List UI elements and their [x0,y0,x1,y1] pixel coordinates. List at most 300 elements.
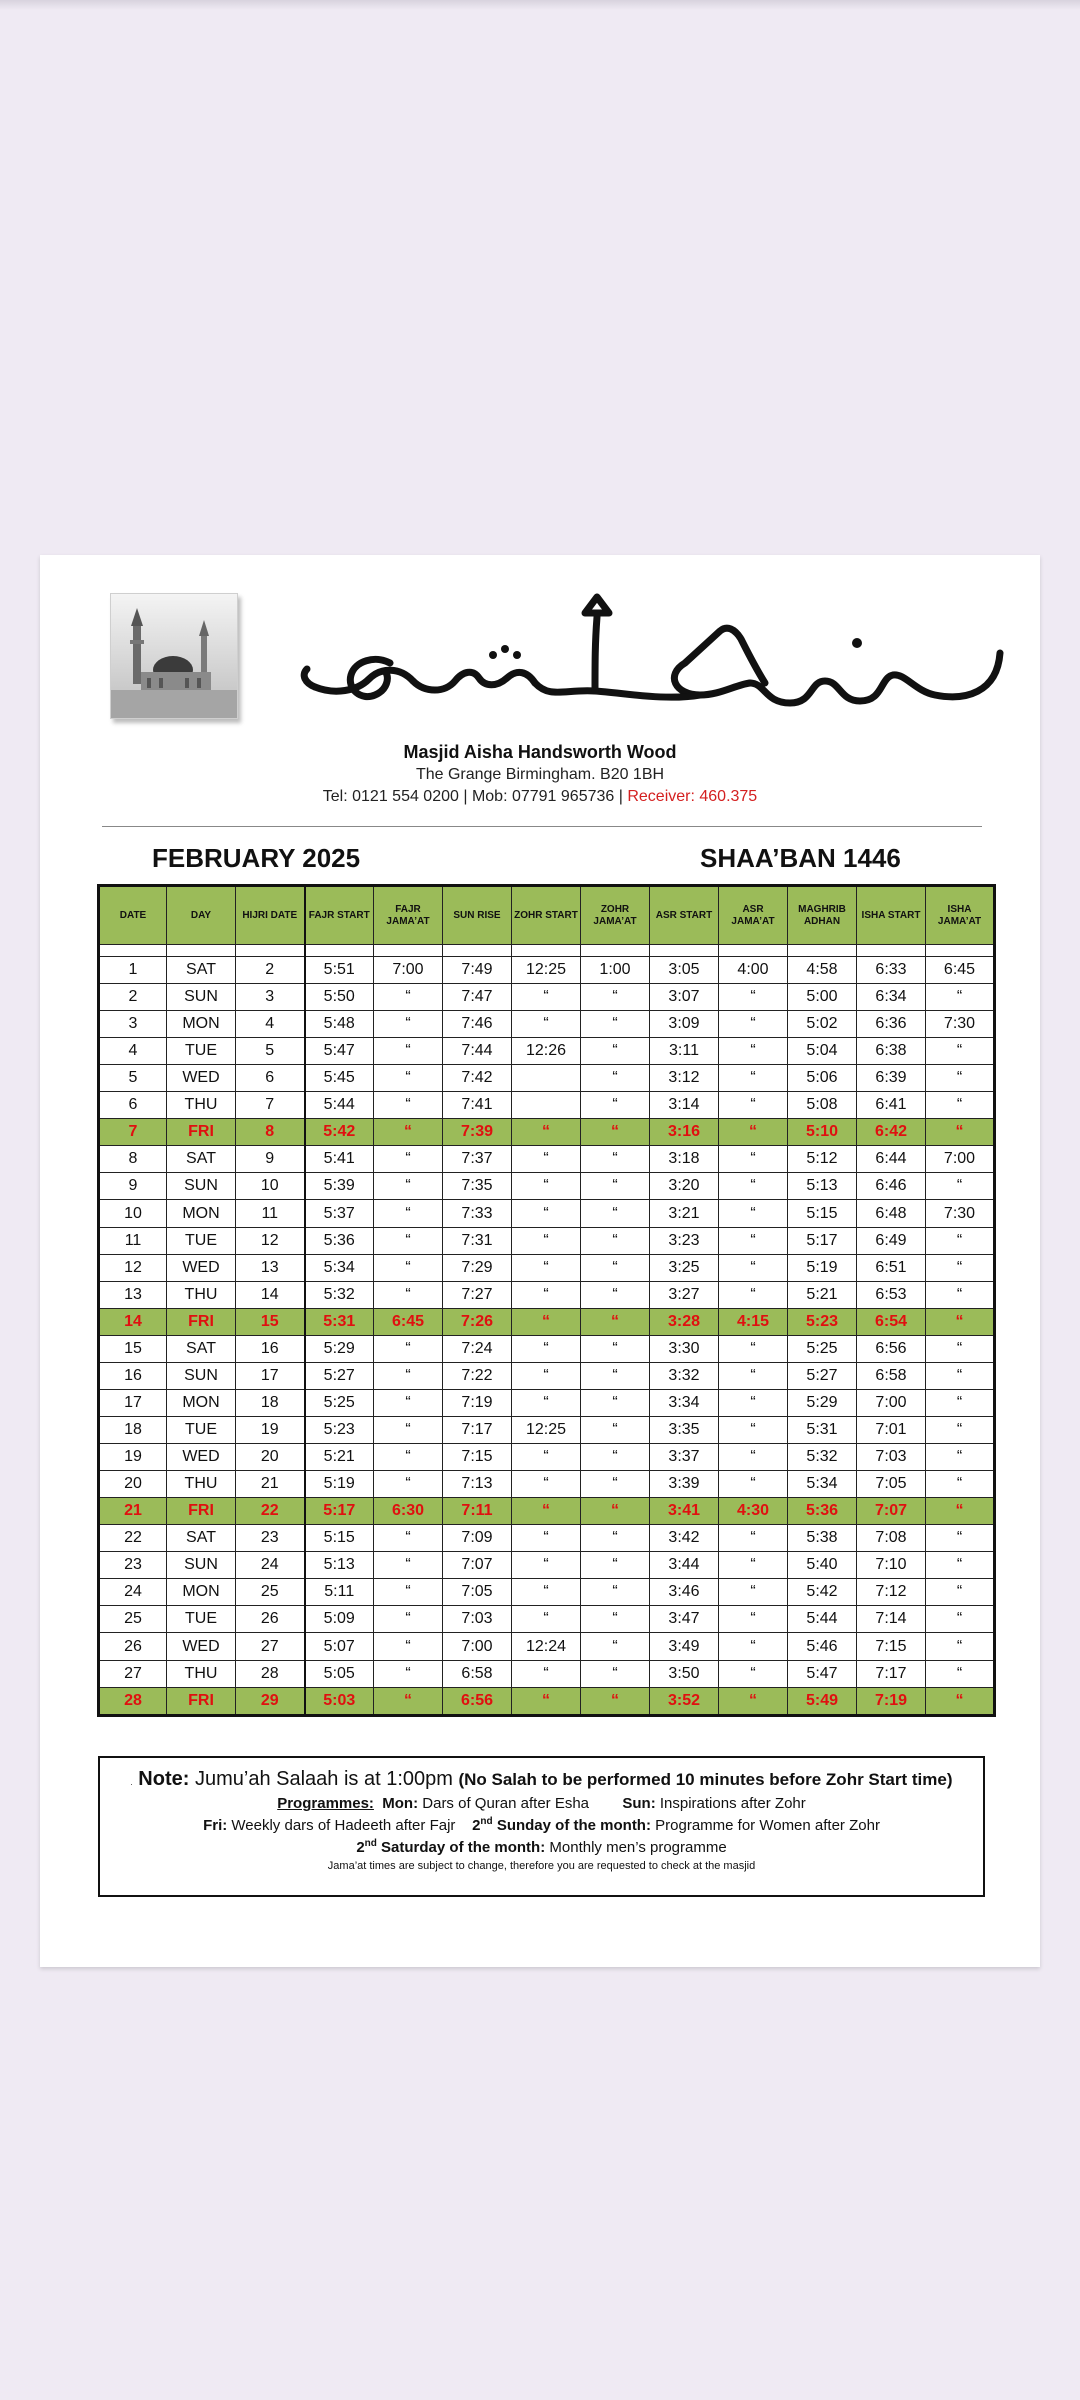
note-dot: . [130,1778,133,1787]
table-row [99,1335,995,1362]
cell-fajr-start: 5:11 [305,1579,374,1606]
cell-zohr-jamaat: “ [581,1498,650,1525]
cell-asr-start: 3:14 [650,1092,719,1119]
cell-day: SAT [167,1335,236,1362]
cell-day: SAT [167,1525,236,1552]
cell-fajr-start: 5:45 [305,1065,374,1092]
cell-fajr-jamaat: “ [374,1200,443,1227]
cell-day: SAT [167,1146,236,1173]
table-row [99,1552,995,1579]
cell-asr-jamaat: “ [719,1525,788,1552]
cell-isha-jamaat: “ [926,1552,995,1579]
cell-zohr-jamaat: “ [581,1606,650,1633]
cell-isha-start: 6:36 [857,1011,926,1038]
cell-maghrib: 5:23 [788,1308,857,1335]
cell-fajr-jamaat: 7:00 [374,956,443,983]
cell-hijri: 20 [236,1444,305,1471]
cell-date: 2 [99,983,167,1010]
cell-sunrise: 7:24 [443,1335,512,1362]
cell-zohr-jamaat: “ [581,1579,650,1606]
cell-fajr-jamaat: “ [374,1579,443,1606]
table-row [99,1389,995,1416]
cell-day: FRI [167,1119,236,1146]
col-header-sunrise: SUN RISE [443,886,512,945]
col-header-zohr-start: ZOHR START [512,886,581,945]
cell-hijri: 12 [236,1227,305,1254]
cell-day: THU [167,1092,236,1119]
cell-asr-start: 3:09 [650,1011,719,1038]
table-row [99,1687,995,1715]
cell-fajr-jamaat: “ [374,1444,443,1471]
table-row [99,1173,995,1200]
cell-maghrib: 5:47 [788,1660,857,1687]
cell-zohr-start: “ [512,1552,581,1579]
cell-asr-jamaat: “ [719,1173,788,1200]
cell-zohr-jamaat: “ [581,1119,650,1146]
cell-isha-jamaat: 6:45 [926,956,995,983]
cell-maghrib: 5:31 [788,1416,857,1443]
cell-maghrib: 5:15 [788,1200,857,1227]
cell-isha-jamaat: “ [926,1471,995,1498]
cell-fajr-jamaat: “ [374,1227,443,1254]
cell-isha-jamaat: “ [926,1687,995,1715]
cell-zohr-jamaat: “ [581,1335,650,1362]
cell-asr-jamaat: “ [719,1633,788,1660]
arabic-calligraphy-logo [295,583,1015,733]
cell-zohr-jamaat: “ [581,983,650,1010]
cell-isha-start: 6:51 [857,1254,926,1281]
table-row [99,1362,995,1389]
cell-asr-jamaat: “ [719,1471,788,1498]
programmes-line [100,1795,983,1812]
cell-fajr-jamaat: “ [374,1119,443,1146]
cell-asr-start: 3:12 [650,1065,719,1092]
cell-isha-start: 6:38 [857,1038,926,1065]
cell-date: 23 [99,1552,167,1579]
cell-hijri: 27 [236,1633,305,1660]
col-header-date: DATE [99,886,167,945]
cell-isha-jamaat: “ [926,1281,995,1308]
cell-zohr-start: “ [512,1362,581,1389]
cell-asr-jamaat: “ [719,1362,788,1389]
cell-asr-start: 3:49 [650,1633,719,1660]
cell-zohr-start: “ [512,1308,581,1335]
saturday-label: Saturday of the month: [381,1839,546,1856]
fri-label: Fri: [203,1817,228,1834]
cell-asr-jamaat: “ [719,1606,788,1633]
cell-asr-jamaat: “ [719,1389,788,1416]
cell-asr-start: 3:42 [650,1525,719,1552]
cell-fajr-jamaat: “ [374,1065,443,1092]
cell-isha-jamaat: “ [926,1227,995,1254]
cell-asr-start: 3:11 [650,1038,719,1065]
cell-asr-jamaat: “ [719,1687,788,1715]
cell-zohr-jamaat: “ [581,1633,650,1660]
second-suffix-sat: nd [364,1838,377,1849]
cell-day: FRI [167,1498,236,1525]
cell-maghrib: 5:19 [788,1254,857,1281]
cell-hijri: 26 [236,1606,305,1633]
cell-fajr-start: 5:50 [305,983,374,1010]
cell-maghrib: 4:58 [788,956,857,983]
cell-zohr-start: 12:25 [512,1416,581,1443]
cell-isha-jamaat: “ [926,1444,995,1471]
cell-fajr-jamaat: “ [374,1254,443,1281]
saturday-programme: Monthly men’s programme [549,1839,727,1856]
cell-asr-start: 3:50 [650,1660,719,1687]
cell-hijri: 25 [236,1579,305,1606]
cell-maghrib: 5:10 [788,1119,857,1146]
cell-date: 17 [99,1389,167,1416]
cell-isha-jamaat: “ [926,1254,995,1281]
cell-isha-start: 6:49 [857,1227,926,1254]
timetable-body [99,945,995,1716]
cell-isha-jamaat: “ [926,1633,995,1660]
cell-day: FRI [167,1308,236,1335]
cell-sunrise: 7:26 [443,1308,512,1335]
cell-asr-jamaat: “ [719,983,788,1010]
cell-isha-jamaat: “ [926,1362,995,1389]
cell-zohr-start: “ [512,1687,581,1715]
col-header-fajr-start: FAJR START [305,886,374,945]
col-header-maghrib: MAGHRIB ADHAN [788,886,857,945]
cell-isha-jamaat: “ [926,1606,995,1633]
programmes-label: Programmes: [277,1795,374,1812]
table-row [99,983,995,1010]
notes-box [98,1756,985,1897]
cell-asr-jamaat: 4:30 [719,1498,788,1525]
cell-zohr-jamaat: “ [581,1308,650,1335]
cell-zohr-start: “ [512,983,581,1010]
cell-zohr-start: “ [512,1227,581,1254]
col-header-hijri: HIJRI DATE [236,886,305,945]
cell-isha-start: 6:44 [857,1146,926,1173]
receiver-frequency: Receiver: 460.375 [627,788,758,805]
cell-isha-start: 7:14 [857,1606,926,1633]
cell-zohr-start: “ [512,1471,581,1498]
table-header-row [99,886,995,945]
cell-fajr-jamaat: “ [374,1146,443,1173]
cell-maghrib: 5:29 [788,1389,857,1416]
cell-sunrise: 7:15 [443,1444,512,1471]
cell-hijri: 7 [236,1092,305,1119]
cell-zohr-jamaat: “ [581,1444,650,1471]
cell-maghrib: 5:40 [788,1552,857,1579]
table-row [99,1471,995,1498]
cell-isha-jamaat: 7:00 [926,1146,995,1173]
cell-day: THU [167,1660,236,1687]
second-number: 2 [472,1817,481,1834]
cell-isha-jamaat: “ [926,1335,995,1362]
cell-hijri: 14 [236,1281,305,1308]
cell-zohr-jamaat: “ [581,1471,650,1498]
cell-isha-start: 7:01 [857,1416,926,1443]
cell-asr-start: 3:35 [650,1416,719,1443]
cell-zohr-start: “ [512,1606,581,1633]
cell-fajr-jamaat: “ [374,1011,443,1038]
cell-fajr-start: 5:32 [305,1281,374,1308]
cell-isha-start: 7:12 [857,1579,926,1606]
cell-asr-jamaat: “ [719,1038,788,1065]
cell-fajr-start: 5:47 [305,1038,374,1065]
cell-asr-start: 3:39 [650,1471,719,1498]
cell-fajr-start: 5:37 [305,1200,374,1227]
cell-isha-start: 7:17 [857,1660,926,1687]
cell-date: 12 [99,1254,167,1281]
cell-zohr-start: “ [512,1498,581,1525]
cell-date: 6 [99,1092,167,1119]
cell-isha-jamaat: “ [926,1525,995,1552]
cell-hijri: 3 [236,983,305,1010]
cell-sunrise: 7:17 [443,1416,512,1443]
cell-maghrib: 5:38 [788,1525,857,1552]
jumuah-note [100,1768,983,1791]
table-row [99,1146,995,1173]
cell-day: TUE [167,1606,236,1633]
cell-isha-start: 7:10 [857,1552,926,1579]
header-spacer-row [99,945,995,957]
cell-zohr-start: 12:25 [512,956,581,983]
cell-fajr-jamaat: “ [374,1335,443,1362]
cell-isha-start: 7:03 [857,1444,926,1471]
cell-fajr-start: 5:34 [305,1254,374,1281]
cell-hijri: 6 [236,1065,305,1092]
col-header-asr-start: ASR START [650,886,719,945]
cell-zohr-start: “ [512,1579,581,1606]
viewer-top-shade [0,0,1080,10]
cell-isha-jamaat: “ [926,1498,995,1525]
cell-fajr-start: 5:09 [305,1606,374,1633]
table-row [99,1606,995,1633]
cell-date: 16 [99,1362,167,1389]
cell-asr-jamaat: “ [719,1146,788,1173]
table-row [99,1525,995,1552]
cell-zohr-jamaat: “ [581,1200,650,1227]
cell-date: 27 [99,1660,167,1687]
cell-sunrise: 6:58 [443,1660,512,1687]
cell-isha-jamaat: “ [926,1092,995,1119]
cell-day: WED [167,1065,236,1092]
cell-fajr-start: 5:29 [305,1335,374,1362]
cell-isha-start: 7:00 [857,1389,926,1416]
cell-maghrib: 5:13 [788,1173,857,1200]
cell-isha-start: 7:05 [857,1471,926,1498]
cell-isha-jamaat: 7:30 [926,1011,995,1038]
cell-zohr-start: “ [512,1173,581,1200]
cell-asr-jamaat: “ [719,1011,788,1038]
cell-sunrise: 7:05 [443,1579,512,1606]
cell-zohr-start: 12:26 [512,1038,581,1065]
mon-programme: Dars of Quran after Esha [422,1795,590,1812]
cell-hijri: 9 [236,1146,305,1173]
cell-sunrise: 7:31 [443,1227,512,1254]
cell-fajr-start: 5:51 [305,956,374,983]
cell-asr-jamaat: “ [719,1335,788,1362]
cell-fajr-start: 5:15 [305,1525,374,1552]
cell-zohr-start: “ [512,1254,581,1281]
masjid-name: Masjid Aisha Handsworth Wood [403,742,677,762]
cell-day: THU [167,1281,236,1308]
cell-fajr-start: 5:05 [305,1660,374,1687]
table-row [99,1498,995,1525]
cell-zohr-jamaat: “ [581,1038,650,1065]
cell-asr-start: 3:05 [650,956,719,983]
cell-zohr-start: “ [512,1200,581,1227]
cell-date: 18 [99,1416,167,1443]
cell-date: 14 [99,1308,167,1335]
cell-date: 15 [99,1335,167,1362]
cell-fajr-jamaat: “ [374,1038,443,1065]
cell-zohr-start: 12:24 [512,1633,581,1660]
cell-day: WED [167,1633,236,1660]
cell-fajr-start: 5:36 [305,1227,374,1254]
cell-asr-start: 3:30 [650,1335,719,1362]
cell-isha-jamaat: “ [926,983,995,1010]
table-row [99,1119,995,1146]
cell-maghrib: 5:46 [788,1633,857,1660]
table-row [99,1281,995,1308]
cell-isha-start: 7:08 [857,1525,926,1552]
cell-zohr-start [512,1065,581,1092]
cell-fajr-jamaat: “ [374,1687,443,1715]
cell-fajr-jamaat: “ [374,1606,443,1633]
table-row [99,1200,995,1227]
cell-hijri: 17 [236,1362,305,1389]
cell-fajr-jamaat: 6:45 [374,1308,443,1335]
divider-line [102,826,982,827]
cell-isha-jamaat: “ [926,1065,995,1092]
cell-date: 11 [99,1227,167,1254]
cell-sunrise: 7:35 [443,1173,512,1200]
cell-zohr-jamaat: “ [581,1254,650,1281]
cell-hijri: 2 [236,956,305,983]
cell-asr-start: 3:44 [650,1552,719,1579]
hijri-month-title: SHAA’BAN 1446 [700,843,901,873]
cell-asr-jamaat: “ [719,1227,788,1254]
table-row [99,1254,995,1281]
cell-day: MON [167,1200,236,1227]
cell-day: WED [167,1254,236,1281]
cell-maghrib: 5:21 [788,1281,857,1308]
cell-sunrise: 7:19 [443,1389,512,1416]
cell-isha-start: 6:54 [857,1308,926,1335]
cell-day: MON [167,1579,236,1606]
col-header-fajr-jamaat: FAJR JAMA’AT [374,886,443,945]
disclaimer: Jama’at times are subject to change, therefore you are requested to check at the masjid [327,1860,756,1872]
cell-isha-start: 6:42 [857,1119,926,1146]
cell-zohr-start: “ [512,1525,581,1552]
cell-isha-start: 6:41 [857,1092,926,1119]
cell-sunrise: 7:29 [443,1254,512,1281]
cell-maghrib: 5:32 [788,1444,857,1471]
cell-day: TUE [167,1416,236,1443]
cell-isha-jamaat: “ [926,1579,995,1606]
cell-fajr-start: 5:31 [305,1308,374,1335]
cell-asr-jamaat: “ [719,1119,788,1146]
cell-date: 26 [99,1633,167,1660]
table-row [99,1444,995,1471]
table-row [99,1038,995,1065]
table-row [99,1092,995,1119]
cell-fajr-start: 5:39 [305,1173,374,1200]
cell-asr-start: 3:23 [650,1227,719,1254]
cell-hijri: 21 [236,1471,305,1498]
cell-maghrib: 5:44 [788,1606,857,1633]
no-salah-warning: (No Salah to be performed 10 minutes before Zohr Start time) [458,1770,953,1789]
cell-fajr-start: 5:17 [305,1498,374,1525]
cell-sunrise: 7:00 [443,1633,512,1660]
cell-sunrise: 7:47 [443,983,512,1010]
cell-sunrise: 7:11 [443,1498,512,1525]
cell-day: SAT [167,956,236,983]
cell-hijri: 16 [236,1335,305,1362]
cell-date: 5 [99,1065,167,1092]
cell-isha-start: 6:34 [857,983,926,1010]
cell-maghrib: 5:42 [788,1579,857,1606]
cell-sunrise: 7:13 [443,1471,512,1498]
cell-isha-jamaat: “ [926,1173,995,1200]
cell-date: 25 [99,1606,167,1633]
cell-zohr-start: “ [512,1660,581,1687]
table-row [99,1633,995,1660]
second-suffix: nd [480,1816,493,1827]
cell-asr-start: 3:16 [650,1119,719,1146]
cell-zohr-start: “ [512,1335,581,1362]
cell-day: WED [167,1444,236,1471]
col-header-day: DAY [167,886,236,945]
cell-fajr-start: 5:21 [305,1444,374,1471]
cell-hijri: 18 [236,1389,305,1416]
cell-hijri: 10 [236,1173,305,1200]
cell-fajr-jamaat: “ [374,1173,443,1200]
cell-date: 4 [99,1038,167,1065]
cell-zohr-jamaat: “ [581,1660,650,1687]
cell-maghrib: 5:27 [788,1362,857,1389]
cell-date: 13 [99,1281,167,1308]
table-row [99,1227,995,1254]
cell-sunrise: 7:44 [443,1038,512,1065]
cell-fajr-start: 5:42 [305,1119,374,1146]
cell-asr-jamaat: “ [719,1281,788,1308]
cell-asr-jamaat: “ [719,1552,788,1579]
table-row [99,1416,995,1443]
cell-sunrise: 7:42 [443,1065,512,1092]
cell-isha-start: 6:56 [857,1335,926,1362]
prayer-timetable [97,884,996,1717]
cell-hijri: 8 [236,1119,305,1146]
cell-asr-start: 3:25 [650,1254,719,1281]
note-label: Note: [138,1768,190,1790]
cell-isha-start: 6:48 [857,1200,926,1227]
cell-zohr-jamaat: “ [581,1525,650,1552]
cell-sunrise: 7:41 [443,1092,512,1119]
cell-zohr-jamaat: “ [581,1065,650,1092]
cell-fajr-start: 5:25 [305,1389,374,1416]
cell-fajr-start: 5:07 [305,1633,374,1660]
cell-asr-jamaat: “ [719,1065,788,1092]
cell-asr-start: 3:28 [650,1308,719,1335]
cell-maghrib: 5:49 [788,1687,857,1715]
cell-hijri: 29 [236,1687,305,1715]
cell-sunrise: 6:56 [443,1687,512,1715]
cell-sunrise: 7:22 [443,1362,512,1389]
cell-hijri: 13 [236,1254,305,1281]
cell-zohr-jamaat: “ [581,1281,650,1308]
cell-fajr-jamaat: “ [374,1525,443,1552]
sun-programme: Inspirations after Zohr [659,1795,806,1812]
masjid-address: The Grange Birmingham. B20 1BH [415,766,665,783]
cell-zohr-jamaat: “ [581,1146,650,1173]
